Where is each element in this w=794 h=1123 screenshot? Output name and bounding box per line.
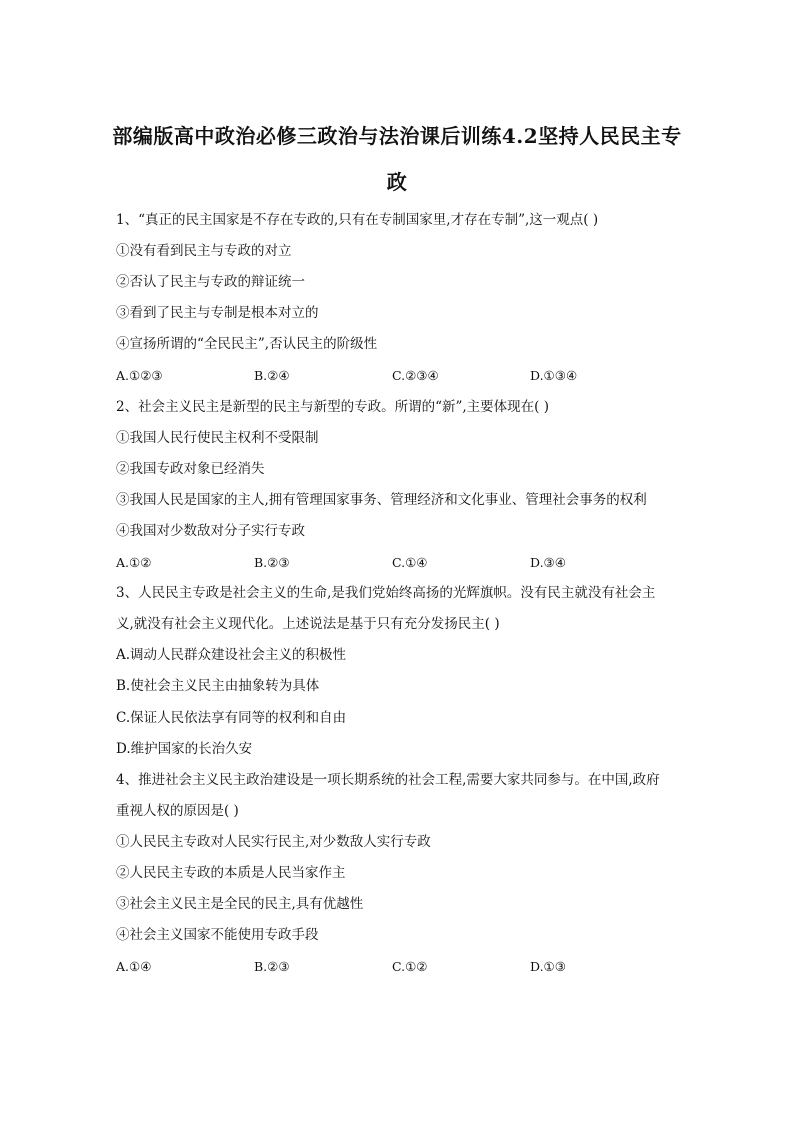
answer-option-b: B.使社会主义民主由抽象转为具体 xyxy=(116,678,320,695)
question-stem: 4、推进社会主义民主政治建设是一项长期系统的社会工程,需要大家共同参与。在中国,政府 xyxy=(116,771,660,788)
statement-item: ③我国人民是国家的主人,拥有管理国家事务、管理经济和文化事业、管理社会事务的权利 xyxy=(116,491,647,508)
answer-options xyxy=(116,547,686,578)
answer-option-d: D.①③④ xyxy=(530,368,578,384)
answer-option-c: C.保证人民依法享有同等的权利和自由 xyxy=(116,709,347,726)
answer-option-b: B.②③ xyxy=(254,959,290,975)
statement-item: ④我国对少数敌对分子实行专政 xyxy=(116,522,305,539)
answer-option-b: B.②④ xyxy=(254,368,290,384)
answer-option-d: D.①③ xyxy=(530,959,566,975)
answer-option-c: C.①④ xyxy=(392,555,428,571)
question-3 xyxy=(116,578,686,765)
answer-option-b: B.②③ xyxy=(254,555,290,571)
document-title-line-1: 部编版高中政治必修三政治与法治课后训练4.2坚持人民民主专 xyxy=(112,124,682,148)
statement-item: ①没有看到民主与专政的对立 xyxy=(116,243,292,260)
statement-item: ②人民民主专政的本质是人民当家作主 xyxy=(116,864,346,881)
statement-item: ④宣扬所谓的“全民民主”,否认民主的阶级性 xyxy=(116,336,378,353)
answer-option-c: C.②③④ xyxy=(392,368,439,384)
statement-item: ②否认了民主与专政的辩证统一 xyxy=(116,274,305,291)
answer-option-d: D.③④ xyxy=(530,555,566,571)
question-1 xyxy=(116,205,686,392)
answer-options xyxy=(116,951,686,982)
answer-option-c: C.①② xyxy=(392,959,428,975)
question-stem: 3、人民民主专政是社会主义的生命,是我们党始终高扬的光辉旗帜。没有民主就没有社会主 xyxy=(116,585,656,602)
statement-item: ③看到了民主与专制是根本对立的 xyxy=(116,305,319,322)
statement-item: ②我国专政对象已经消失 xyxy=(116,460,265,477)
answer-option-d: D.维护国家的长治久安 xyxy=(116,740,253,757)
question-4 xyxy=(116,765,686,983)
statement-item: ①人民民主专政对人民实行民主,对少数敌人实行专政 xyxy=(116,833,431,850)
document-title-line-2: 政 xyxy=(386,170,408,194)
question-stem-continued: 重视人权的原因是( ) xyxy=(116,802,239,819)
question-stem-continued: 义,就没有社会主义现代化。上述说法是基于只有充分发扬民主( ) xyxy=(116,616,500,633)
question-2 xyxy=(116,392,686,579)
statement-item: ①我国人民行使民主权利不受限制 xyxy=(116,429,319,446)
answer-option-a: A.①②③ xyxy=(116,368,163,384)
statement-item: ③社会主义民主是全民的民主,具有优越性 xyxy=(116,896,364,913)
question-stem: 1、“真正的民主国家是不存在专政的,只有在专制国家里,才存在专制”,这一观点( ) xyxy=(116,212,599,228)
answer-option-a: A.调动人民群众建设社会主义的积极性 xyxy=(116,647,347,664)
statement-item: ④社会主义国家不能使用专政手段 xyxy=(116,927,319,944)
question-stem: 2、社会主义民主是新型的民主与新型的专政。所谓的“新”,主要体现在( ) xyxy=(116,398,550,415)
questions-content xyxy=(116,205,686,982)
answer-option-a: A.①② xyxy=(116,555,152,571)
answer-option-a: A.①④ xyxy=(116,959,152,975)
answer-options xyxy=(116,360,686,391)
